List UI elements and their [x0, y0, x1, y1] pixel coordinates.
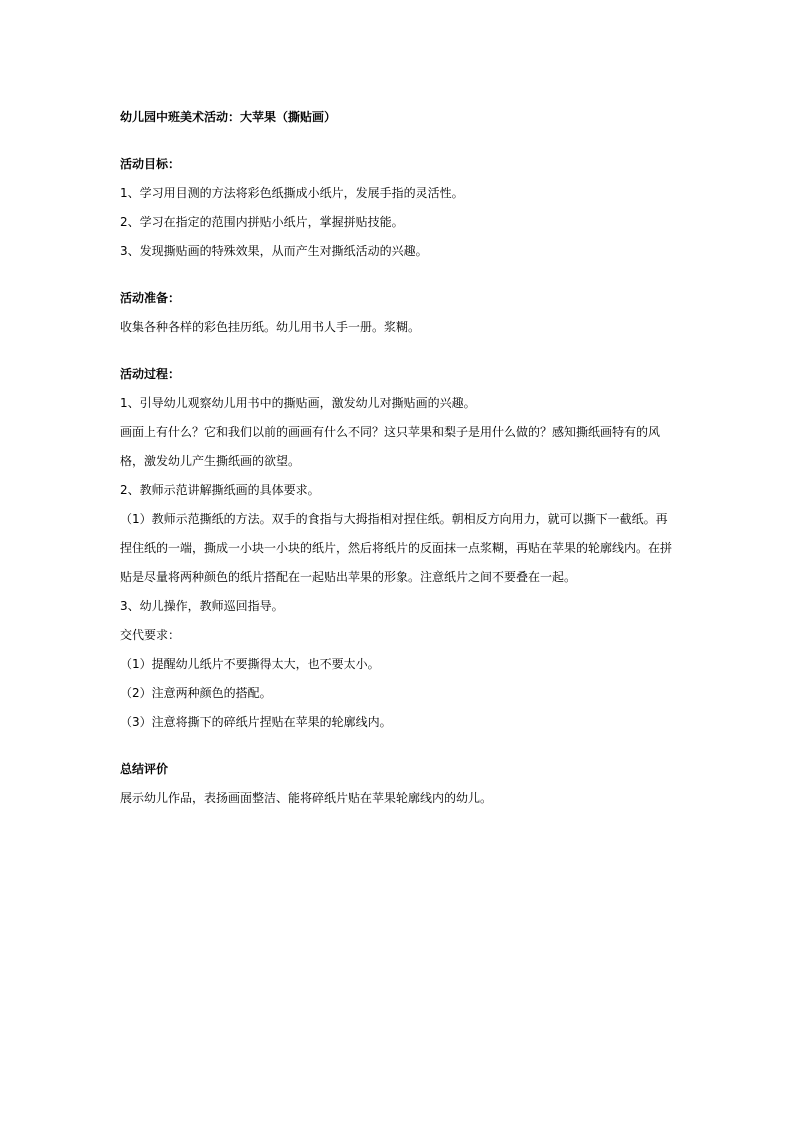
prep-heading: 活动准备： — [120, 291, 181, 305]
spacer — [120, 132, 680, 150]
spacer — [120, 266, 680, 284]
goal-item: 3、发现撕贴画的特殊效果，从而产生对撕纸活动的兴趣。 — [120, 244, 428, 258]
requirement-item: （1）提醒幼儿纸片不要撕得太大，也不要太小。 — [120, 657, 380, 671]
goal-item: 2、学习在指定的范围内拼贴小纸片，掌握拼贴技能。 — [120, 215, 404, 229]
process-heading: 活动过程： — [120, 367, 181, 381]
document-page — [120, 103, 680, 813]
spacer — [120, 342, 680, 360]
spacer — [120, 737, 680, 755]
prep-text: 收集各种各样的彩色挂历纸。幼儿用书人手一册。浆糊。 — [120, 320, 421, 334]
process-step-detail: （1）教师示范撕纸的方法。双手的食指与大拇指相对捏住纸。朝相反方向用力，就可以撕下一截纸。再捏住纸的一端，撕成一小块一小块的纸片，然后将纸片的反面抹一点浆糊，再贴在苹果的轮廓线内。在拼贴是尽量将两种颜色的纸片搭配在一起贴出苹果的形象。注意纸片之间不要叠在一起。 — [120, 512, 673, 584]
document-title: 幼儿园中班美术活动：大苹果（撕贴画） — [120, 110, 337, 124]
process-step: 2、教师示范讲解撕纸画的具体要求。 — [120, 483, 320, 497]
goals-heading: 活动目标： — [120, 157, 181, 171]
requirements-heading: 交代要求： — [120, 628, 181, 642]
requirement-item: （3）注意将撕下的碎纸片捏贴在苹果的轮廓线内。 — [120, 715, 392, 729]
goal-item: 1、学习用目测的方法将彩色纸撕成小纸片，发展手指的灵活性。 — [120, 186, 464, 200]
process-step: 3、幼儿操作，教师巡回指导。 — [120, 599, 284, 613]
process-step: 1、引导幼儿观察幼儿用书中的撕贴画，激发幼儿对撕贴画的兴趣。 — [120, 396, 476, 410]
summary-text: 展示幼儿作品，表扬画面整洁、能将碎纸片贴在苹果轮廓线内的幼儿。 — [120, 791, 493, 805]
process-step-detail: 画面上有什么？它和我们以前的画画有什么不同？这只苹果和梨子是用什么做的？感知撕纸画特有的风格，激发幼儿产生撕纸画的欲望。 — [120, 425, 661, 468]
requirement-item: （2）注意两种颜色的搭配。 — [120, 686, 272, 700]
summary-heading: 总结评价 — [120, 762, 169, 776]
